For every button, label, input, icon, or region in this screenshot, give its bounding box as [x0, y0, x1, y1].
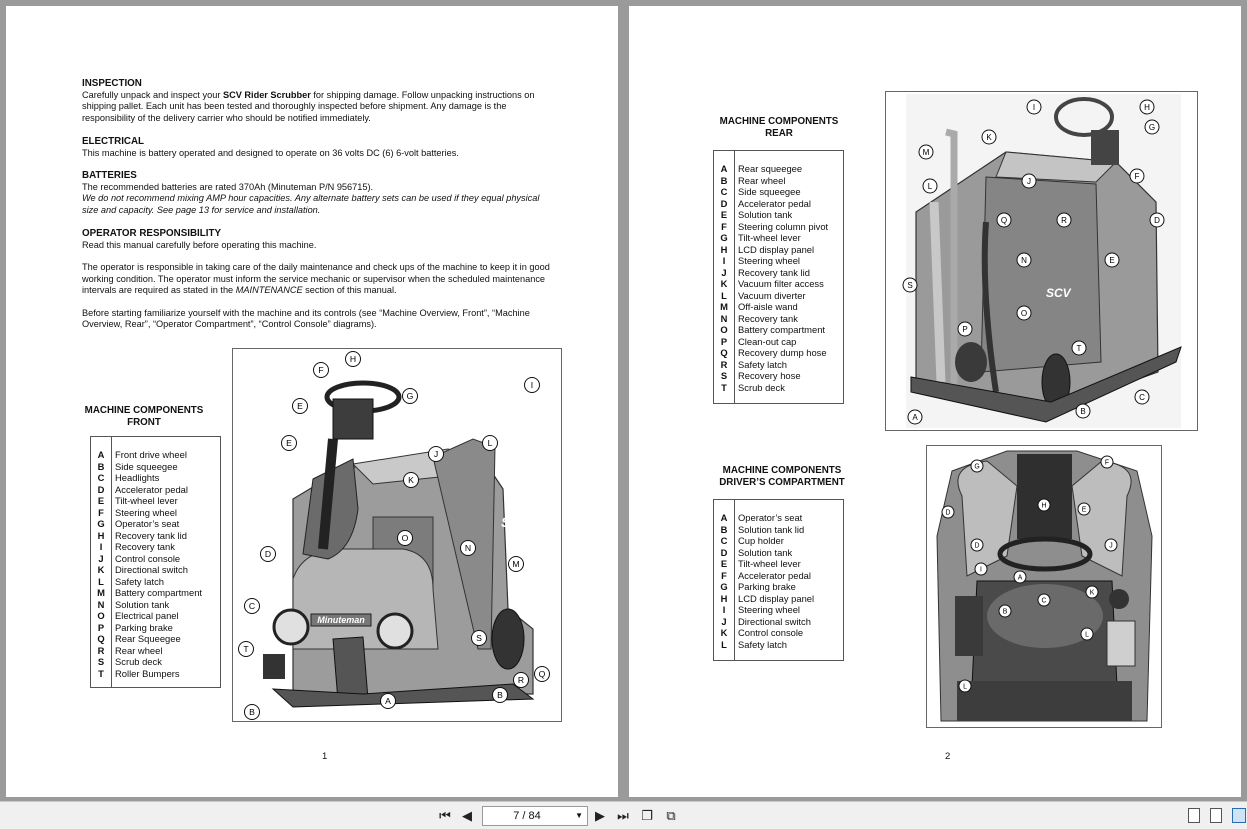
inspection-text-b: for shipping damage. Follow unpacking instructions on shipping pallet. Each unit has been tested and thoroughly inspected before shipment. Any damage is the responsibility of the delivery carrier who should be notified immediately.: [82, 89, 535, 123]
legend-key: D: [720, 197, 728, 209]
legend-label: Steering wheel: [738, 255, 801, 266]
legend-key: P: [720, 335, 728, 347]
legend-key: M: [97, 587, 105, 598]
callout-p: [958, 322, 972, 336]
inspection-heading: INSPECTION: [82, 78, 142, 89]
legend-key: G: [720, 581, 728, 592]
operator-text-3: Before starting familiarize yourself with the machine and its controls (see “Machine Overview, Front”, “Machine Overview, Rear”, “Operator Compartment”, “Control Console” diagrams).: [82, 307, 530, 329]
legend-key: I: [99, 541, 103, 552]
svg-text:G: G: [1148, 122, 1156, 132]
legend-key: S: [720, 370, 728, 381]
svg-text:J: J: [433, 449, 439, 460]
callout-g: [971, 460, 983, 472]
legend-key: K: [97, 564, 105, 575]
callout-i: [1027, 100, 1041, 114]
legend-label: Accelerator pedal: [738, 569, 811, 581]
legend-label: Directional switch: [738, 615, 811, 627]
callout-e: [282, 436, 297, 451]
driver-compartment-illustration: [927, 446, 1161, 727]
legend-label: Directional switch: [115, 564, 188, 575]
legend-label: Electrical panel: [115, 610, 179, 621]
legend-key: O: [97, 610, 105, 621]
legend-label: Rear wheel: [115, 644, 163, 656]
operator-text-2b: section of this manual.: [302, 285, 397, 295]
callout-r: [514, 673, 529, 688]
legend-key: H: [720, 592, 728, 604]
legend-key: O: [720, 324, 728, 335]
callout-j: [1022, 174, 1036, 188]
legend-key: G: [720, 232, 728, 243]
svg-text:K: K: [986, 132, 992, 142]
svg-text:D: D: [1154, 215, 1160, 225]
svg-text:F: F: [1104, 459, 1110, 467]
callout-n: [1017, 253, 1031, 267]
page-number-2: 2: [945, 751, 951, 762]
last-page-button[interactable]: ⏭: [617, 808, 629, 823]
callout-a: [381, 694, 396, 709]
legend-label: Recovery tank: [738, 312, 798, 324]
legend-label: Cup holder: [738, 535, 784, 546]
svg-text:D: D: [974, 542, 980, 550]
callout-k: [982, 130, 996, 144]
legend-key: L: [721, 638, 727, 650]
svg-text:M: M: [512, 559, 520, 570]
callout-n: [461, 541, 476, 556]
svg-text:A: A: [385, 696, 391, 707]
fit-page-icon[interactable]: ❐: [641, 808, 653, 823]
legend-key: B: [720, 523, 728, 535]
operator-text-2a: The operator is responsible in taking care of the daily maintenance and check ups of the machine to keep it in good working condition. The operator must inform the service mechanic or supervisor when the scheduled maintenance intervals are required as stated in the: [82, 262, 550, 295]
svg-text:G: G: [406, 391, 414, 402]
legend-label: Tilt-wheel lever: [115, 495, 178, 506]
legend-label: Battery compartment: [738, 324, 826, 335]
front-machine-figure: [232, 348, 562, 722]
legend-key: J: [721, 615, 727, 627]
legend-key: A: [97, 449, 105, 460]
legend-label: Recovery tank lid: [115, 529, 187, 541]
callout-o: [1017, 306, 1031, 320]
driver-compartment-figure: [926, 445, 1162, 728]
svg-text:P: P: [962, 324, 968, 334]
svg-text:F: F: [318, 365, 324, 376]
callout-s: [903, 278, 917, 292]
legend-key: E: [97, 495, 105, 506]
svg-text:Q: Q: [538, 669, 546, 680]
legend-label: Solution tank: [115, 598, 170, 610]
legend-label: Recovery hose: [738, 370, 801, 381]
svg-text:B: B: [1080, 406, 1086, 416]
document-page-1: [6, 6, 618, 797]
front-title-line1: MACHINE COMPONENTS: [84, 405, 204, 416]
legend-key: S: [97, 656, 105, 667]
legend-label: Operator’s seat: [115, 518, 180, 529]
svg-text:C: C: [248, 601, 256, 612]
callout-j: [429, 447, 444, 462]
callout-t: [239, 642, 254, 657]
driver-title-line2: DRIVER’S COMPARTMENT: [719, 477, 845, 488]
legend-label: Vacuum filter access: [738, 278, 824, 289]
callout-h: [1038, 499, 1050, 511]
legend-key: N: [720, 312, 728, 324]
legend-key: I: [722, 604, 726, 615]
operator-text-2: [82, 262, 552, 297]
legend-key: C: [97, 472, 105, 483]
callout-l: [1081, 628, 1093, 640]
legend-key: D: [97, 483, 105, 495]
rear-machine-figure: [885, 91, 1198, 431]
callout-f: [1101, 456, 1113, 468]
legend-label: Battery compartment: [115, 587, 203, 598]
legend-key: E: [720, 209, 728, 220]
operator-heading: OPERATOR RESPONSIBILITY: [82, 228, 221, 239]
legend-label: Solution tank: [738, 546, 793, 558]
svg-text:E: E: [297, 401, 303, 412]
legend-label: Operator’s seat: [738, 512, 803, 523]
svg-text:Q: Q: [1000, 215, 1008, 225]
svg-text:D: D: [264, 549, 272, 560]
legend-label: Parking brake: [115, 621, 173, 633]
legend-key: G: [97, 518, 105, 529]
continuous-view-icon[interactable]: [1210, 808, 1222, 823]
svg-text:A: A: [1017, 574, 1023, 582]
maintenance-ref: MAINTENANCE: [235, 285, 303, 295]
electrical-section: [82, 136, 552, 159]
legend-key: H: [720, 243, 728, 255]
callout-i: [975, 563, 987, 575]
callout-l: [923, 179, 937, 193]
callout-i: [525, 378, 540, 393]
callout-s: [472, 631, 487, 646]
front-title-line2: FRONT: [127, 417, 161, 428]
callout-q: [535, 667, 550, 682]
inspection-text: [82, 90, 552, 125]
svg-text:G: G: [974, 463, 980, 471]
legend-label: Side squeegee: [738, 186, 801, 197]
fit-width-icon[interactable]: ⧉: [666, 808, 676, 823]
front-components-title: [78, 405, 210, 429]
legend-key: Q: [720, 347, 728, 358]
svg-text:M: M: [922, 147, 930, 157]
svg-text:E: E: [286, 438, 292, 449]
svg-text:L: L: [963, 683, 967, 691]
legend-label: Steering wheel: [115, 506, 178, 518]
callout-q: [997, 213, 1011, 227]
legend-divider: [111, 437, 112, 687]
callout-j: [1105, 539, 1117, 551]
legend-key: F: [98, 506, 104, 518]
svg-text:N: N: [1021, 255, 1027, 265]
legend-label: Scrub deck: [115, 656, 162, 667]
callout-h: [1140, 100, 1154, 114]
svg-text:H: H: [349, 354, 357, 365]
chevron-down-icon: ▼: [575, 811, 583, 820]
callout-c: [1038, 594, 1050, 606]
legend-key: K: [720, 627, 728, 638]
legend-label: Roller Bumpers: [115, 667, 180, 679]
electrical-text: This machine is battery operated and designed to operate on 36 volts DC (6) 6-volt batteries.: [82, 147, 459, 158]
legend-label: Front drive wheel: [115, 449, 187, 460]
product-name: SCV Rider Scrubber: [222, 89, 311, 100]
callout-h: [346, 352, 361, 367]
legend-label: Solution tank: [738, 209, 793, 220]
svg-text:E: E: [1109, 255, 1115, 265]
legend-key: Q: [97, 633, 105, 644]
driver-components-legend: [713, 499, 844, 661]
callout-l: [483, 436, 498, 451]
callout-f: [1130, 169, 1144, 183]
rear-title-line2: REAR: [765, 128, 793, 139]
legend-divider: [734, 151, 735, 403]
operator-section: [82, 228, 552, 331]
svg-text:L: L: [487, 438, 493, 449]
callout-d: [1150, 213, 1164, 227]
previous-page-button[interactable]: ◀: [462, 808, 472, 823]
legend-key: J: [98, 552, 104, 564]
svg-text:H: H: [1144, 102, 1150, 112]
callout-t: [1072, 341, 1086, 355]
legend-key: H: [97, 529, 105, 541]
callout-c: [1135, 390, 1149, 404]
batteries-text: The recommended batteries are rated 370Ah (Minuteman P/N 956715).: [82, 181, 374, 192]
document-page-2: [629, 6, 1241, 797]
callout-g: [1145, 120, 1159, 134]
svg-text:S: S: [907, 280, 913, 290]
legend-key: T: [98, 667, 104, 679]
legend-key: L: [721, 289, 727, 301]
legend-key: B: [97, 460, 105, 472]
legend-label: Vacuum diverter: [738, 289, 806, 301]
svg-text:I: I: [1032, 102, 1036, 112]
page-number-select[interactable]: [482, 806, 588, 826]
svg-text:K: K: [1089, 589, 1095, 597]
svg-text:R: R: [1061, 215, 1067, 225]
svg-text:K: K: [408, 475, 414, 486]
svg-text:F: F: [1134, 171, 1140, 181]
svg-text:B: B: [497, 690, 503, 701]
svg-text:T: T: [243, 644, 249, 655]
viewer-toolbar: [0, 801, 1247, 829]
callout-a: [908, 410, 922, 424]
legend-divider: [734, 500, 735, 660]
minuteman-logo: Minuteman: [317, 615, 365, 625]
legend-label: Tilt-wheel lever: [738, 232, 801, 243]
legend-label: Recovery tank lid: [738, 266, 810, 278]
svg-text:L: L: [1085, 631, 1089, 639]
svg-text:J: J: [1109, 542, 1113, 550]
callout-k: [404, 473, 419, 488]
legend-label: Safety latch: [738, 358, 787, 370]
legend-key: F: [721, 569, 727, 581]
svg-text:A: A: [912, 412, 918, 422]
svg-text:D: D: [945, 509, 951, 517]
legend-label: Parking brake: [738, 581, 796, 592]
callout-b: [245, 705, 260, 720]
svg-text:T: T: [1076, 343, 1082, 353]
callout-d: [971, 539, 983, 551]
legend-label: Rear Squeegee: [115, 633, 181, 644]
svg-text:S: S: [476, 633, 482, 644]
callout-b: [999, 605, 1011, 617]
callout-l: [959, 680, 971, 692]
legend-label: Clean-out cap: [738, 335, 797, 347]
first-page-button[interactable]: ⏮: [439, 808, 451, 823]
legend-label: Safety latch: [115, 575, 164, 587]
legend-label: Rear wheel: [738, 174, 786, 186]
legend-key: I: [722, 255, 726, 266]
inspection-section: [82, 78, 552, 124]
operator-text-1: Read this manual carefully before operating this machine.: [82, 239, 317, 250]
callout-m: [919, 145, 933, 159]
driver-title-line1: MACHINE COMPONENTS: [722, 465, 842, 476]
legend-key: T: [721, 381, 727, 393]
svg-text:B: B: [249, 707, 255, 718]
legend-key: A: [720, 163, 728, 174]
legend-key: M: [720, 301, 728, 312]
legend-label: Tilt-wheel lever: [738, 558, 801, 569]
legend-label: Rear squeegee: [738, 163, 803, 174]
legend-key: D: [720, 546, 728, 558]
batteries-heading: BATTERIES: [82, 170, 137, 181]
legend-label: Accelerator pedal: [115, 483, 188, 495]
batteries-note: We do not recommend mixing AMP hour capacities. Any alternate battery sets can be used if they equal physical size and capacity. See page 13 for service and installation.: [82, 193, 540, 215]
legend-label: Recovery tank: [115, 541, 175, 552]
legend-key: R: [97, 644, 105, 656]
rear-components-title: [713, 116, 845, 140]
single-page-view-icon[interactable]: [1188, 808, 1200, 823]
svg-text:O: O: [401, 533, 409, 544]
legend-label: LCD display panel: [738, 243, 815, 255]
legend-key: C: [720, 535, 728, 546]
callout-e: [1078, 503, 1090, 515]
rear-machine-illustration: [886, 92, 1197, 430]
callout-m: [509, 557, 524, 572]
svg-text:L: L: [927, 181, 933, 191]
scv-logo: SCV: [501, 514, 530, 530]
callout-b: [1076, 404, 1090, 418]
rear-components-legend: [713, 150, 844, 404]
callout-c: [245, 599, 260, 614]
legend-key: C: [720, 186, 728, 197]
callout-b: [493, 688, 508, 703]
svg-text:I: I: [530, 380, 534, 391]
legend-key: R: [720, 358, 728, 370]
legend-label: Accelerator pedal: [738, 197, 811, 209]
front-components-legend: [90, 436, 221, 688]
callout-f: [314, 363, 329, 378]
legend-label: Safety latch: [738, 638, 787, 650]
page-number-1: 1: [322, 751, 328, 762]
legend-label: Control console: [738, 627, 804, 638]
legend-label: Side squeegee: [115, 460, 178, 472]
legend-label: Steering wheel: [738, 604, 801, 615]
page-indicator: 7 / 84: [513, 810, 541, 822]
legend-key: A: [720, 512, 728, 523]
compartment-body: [937, 451, 1152, 721]
inspection-text-a: Carefully unpack and inspect your: [82, 89, 223, 100]
callout-d: [942, 506, 954, 518]
legend-key: B: [720, 174, 728, 186]
callout-a: [1014, 571, 1026, 583]
svg-text:J: J: [1026, 176, 1032, 186]
front-machine-illustration: [233, 349, 561, 721]
svg-text:B: B: [1002, 608, 1008, 616]
two-page-view-icon[interactable]: [1232, 808, 1246, 823]
legend-key: L: [98, 575, 104, 587]
svg-text:C: C: [1139, 392, 1145, 402]
legend-label: Recovery dump hose: [738, 347, 827, 358]
scv-logo-rear: SCV: [1046, 286, 1071, 300]
legend-label: Control console: [115, 552, 181, 564]
legend-key: J: [721, 266, 727, 278]
legend-label: Headlights: [115, 472, 160, 483]
svg-text:I: I: [980, 566, 982, 574]
svg-text:C: C: [1041, 597, 1047, 605]
next-page-button[interactable]: ▶: [595, 808, 605, 823]
legend-key: N: [97, 598, 105, 610]
legend-label: Scrub deck: [738, 381, 785, 393]
svg-text:E: E: [1081, 506, 1087, 514]
callout-k: [1086, 586, 1098, 598]
legend-label: Solution tank lid: [738, 523, 805, 535]
legend-key: F: [721, 220, 727, 232]
electrical-heading: ELECTRICAL: [82, 136, 145, 147]
legend-label: Steering column pivot: [738, 220, 829, 232]
legend-key: P: [97, 621, 105, 633]
svg-text:R: R: [517, 675, 525, 686]
svg-text:N: N: [464, 543, 472, 554]
legend-label: LCD display panel: [738, 592, 815, 604]
legend-label: Off-aisle wand: [738, 301, 798, 312]
callout-r: [1057, 213, 1071, 227]
callout-o: [398, 531, 413, 546]
svg-text:H: H: [1041, 502, 1047, 510]
svg-text:O: O: [1020, 308, 1028, 318]
callout-e: [1105, 253, 1119, 267]
batteries-section: [82, 170, 552, 216]
driver-components-title: [713, 465, 851, 489]
callout-d: [261, 547, 276, 562]
callout-e: [293, 399, 308, 414]
rear-title-line1: MACHINE COMPONENTS: [719, 116, 839, 127]
legend-key: K: [720, 278, 728, 289]
callout-g: [403, 389, 418, 404]
legend-key: E: [720, 558, 728, 569]
